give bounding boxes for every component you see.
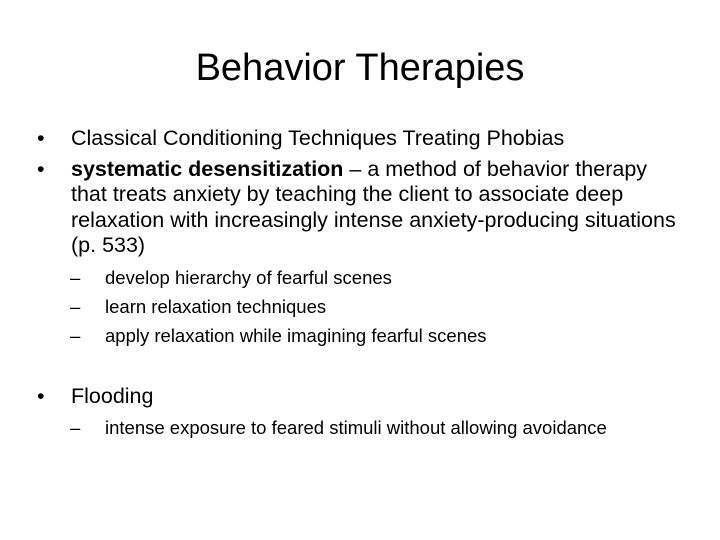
- dash-marker: –: [70, 266, 81, 288]
- sub-item-text: apply relaxation while imagining fearful scenes: [105, 324, 487, 346]
- dash-marker: –: [70, 295, 81, 317]
- bullet-systematic-desensitization: [36, 157, 676, 259]
- definition-text: – a method of behavior therapy that treats anxiety by teaching the client to associate deep relaxation with increasingly intense anxiety-producing situations (p. 533): [71, 156, 676, 257]
- sub-item: [36, 266, 676, 289]
- bullet-classical-conditioning: [36, 126, 676, 152]
- flooding-details: [36, 416, 676, 439]
- bullet-marker: •: [37, 383, 45, 408]
- sub-item-text: intense exposure to feared stimuli without allowing avoidance: [105, 417, 607, 438]
- bullet-text: Flooding: [71, 383, 154, 408]
- desensitization-steps: [36, 266, 676, 347]
- bullet-marker: •: [37, 156, 45, 181]
- sub-item: [36, 324, 676, 347]
- dash-marker: –: [70, 417, 81, 438]
- bullet-flooding: [36, 384, 676, 410]
- sub-item-text: learn relaxation techniques: [105, 295, 327, 317]
- term-systematic-desensitization: systematic desensitization: [71, 156, 344, 181]
- slide-title: Behavior Therapies: [195, 47, 525, 89]
- sub-item-text: develop hierarchy of fearful scenes: [105, 266, 392, 288]
- slide-body: [36, 126, 676, 445]
- spacer: [36, 353, 676, 384]
- bullet-marker: •: [37, 126, 45, 150]
- sub-item: [36, 295, 676, 318]
- dash-marker: –: [70, 324, 81, 346]
- bullet-text: Classical Conditioning Techniques Treating Phobias: [71, 126, 565, 150]
- sub-item: [36, 416, 676, 439]
